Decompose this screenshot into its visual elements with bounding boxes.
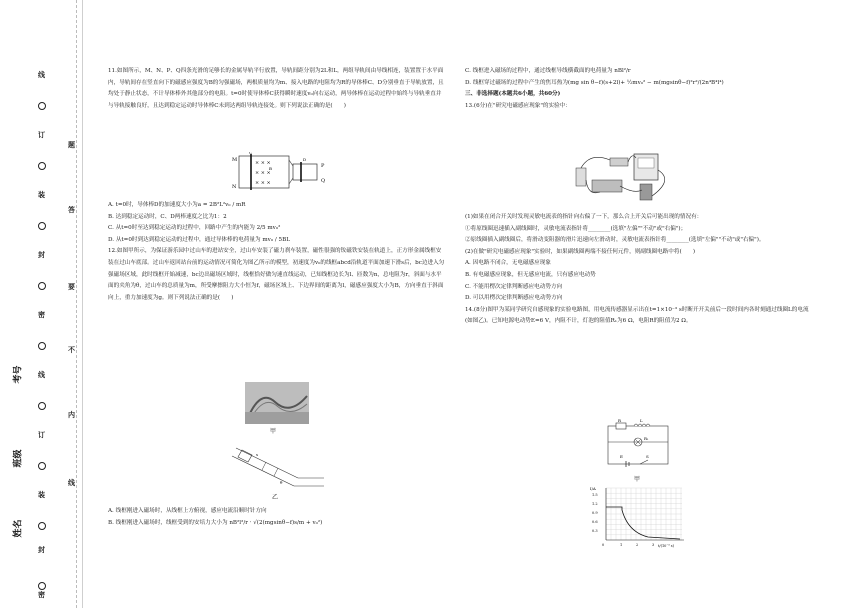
circuit-label-s: S xyxy=(646,454,649,459)
q13-apparatus-figure xyxy=(570,150,680,202)
q12-fig2-caption: 乙 xyxy=(272,494,279,501)
margin-char-inner: 题 xyxy=(68,140,75,149)
q12-stem: 12.如图甲所示，为保证游乐园中过山车的进站安全，过山车安装了磁力刹车装置，磁性很强的钕磁铁安装在轨道上，正方形金属线框安装在过山车底部。过山车返回站台前的运动情况可简化为图乙所示的模型，初速度为v₀的线框abcd沿轨道平面加速下滑s后，bc边进入匀强磁场区域，此时线框开始减速，bc边出磁场区域时，线框恰好做匀速直线运动，已知线框边长为l、匝数为n，总电阻为r，斜面与水平面的夹角为θ，过山车的总质量为m，所受摩擦阻力大小恒为f，磁场区域上、下边界间的距离为l，磁感应强度大小为B，方向垂直于斜面向上，重力加速度为g。则下列说法正确的是( ) xyxy=(108,248,445,301)
q13-body xyxy=(465,212,815,328)
margin-char-inner: 答 xyxy=(68,205,75,214)
svg-text:s: s xyxy=(256,452,259,457)
q11-rails-figure xyxy=(225,152,335,192)
q11-option-b: B. 达到稳定运动时，C、D两棒速度之比为1：2 xyxy=(108,213,227,220)
margin-char: 密 xyxy=(38,590,45,599)
binding-hole xyxy=(38,402,46,410)
name-label: 姓名 xyxy=(13,519,24,538)
q13-option-d: D. 可以用楞次定律判断感应电动势方向 xyxy=(465,295,563,302)
q12-rollercoaster-photo xyxy=(245,382,309,424)
q14-stem: 14.(8分)图甲为某同学研究自感现象的实验电路图，用电流传感器显示出在t=1×10⁻³ s时断开开关前后一段时间内各时刻通过线圈L的电流(如图乙)。已知电源电动势E=6 V，内阻不计，灯泡的阻值R₁为6 Ω，电阻R的阻值为2 Ω。 xyxy=(465,306,809,325)
q12-options xyxy=(108,506,446,529)
graph-ytick: 1.5 xyxy=(592,493,598,497)
svg-text:N: N xyxy=(232,184,237,190)
margin-char: 密 xyxy=(38,310,45,319)
margin-char-inner: 要 xyxy=(68,282,75,291)
binding-hole xyxy=(38,162,46,170)
q12-option-c: C. 线框进入磁场的过程中，通过线框导线横截面的电荷量为 nBl²/r xyxy=(465,68,631,74)
section-three-title: 三、非选择题(本题共6小题，共60分) xyxy=(465,91,561,98)
svg-text:× × ×: × × × xyxy=(255,180,271,186)
q13-option-a: A. 因电路不闭合，无电磁感应现象 xyxy=(465,260,551,267)
circuit-label-r: R xyxy=(618,418,622,423)
q13-stem: 13.(6分)在"研究电磁感应现象"的实验中： xyxy=(465,102,571,109)
margin-char: 封 xyxy=(38,250,45,259)
q14-fig1-caption: 甲 xyxy=(634,476,641,483)
margin-char-inner: 内 xyxy=(68,410,75,419)
svg-text:θ: θ xyxy=(280,480,283,485)
graph-ytick: 0.9 xyxy=(592,511,598,515)
q12-fig1-caption: 甲 xyxy=(270,428,277,435)
q13-option-c: C. 不能用楞次定律判断感应电动势方向 xyxy=(465,283,563,290)
margin-char-inner: 线 xyxy=(68,478,75,487)
current-curve xyxy=(606,507,680,539)
q13-part1a: ①将原线圈迅速插入副线圈时，灵敏电流表指针将________(选填"左偏""不动"或"右偏")； xyxy=(465,225,687,232)
class-label: 班级 xyxy=(13,449,24,468)
q14-current-graph xyxy=(588,484,688,548)
margin-char: 订 xyxy=(38,130,45,139)
graph-y-label: I/A xyxy=(590,486,596,491)
column-left xyxy=(108,66,446,112)
binding-hole xyxy=(38,102,46,110)
graph-xtick: 3 xyxy=(652,543,655,547)
q11-option-c: C. 从t=0时至达到稳定运动的过程中，回路中产生的内能为 2/5 mv₀² xyxy=(108,225,281,232)
q13-option-b: B. 有电磁感应现象，但无感应电流，只有感应电动势 xyxy=(465,271,596,278)
graph-grid xyxy=(606,488,682,540)
svg-text:× × ×: × × × xyxy=(255,160,271,166)
graph-xtick: 1 xyxy=(620,543,623,547)
margin-char: 装 xyxy=(38,490,45,499)
svg-text:Q: Q xyxy=(321,178,326,184)
margin-char: 封 xyxy=(38,545,45,554)
q12-incline-diagram xyxy=(228,438,328,490)
q13-part2: (2)在做"研究电磁感应现象"实验时，如果副线圈两端不接任何元件，则副线圈电路中将( ) xyxy=(465,248,695,255)
svg-text:B: B xyxy=(269,166,272,171)
margin-char-inner: 不 xyxy=(68,345,75,354)
svg-text:M: M xyxy=(232,157,238,163)
q13-part1: (1)如果在闭合开关时发现灵敏电流表的指针向右偏了一下，那么合上开关后可能出现的情况有： xyxy=(465,214,703,220)
q11-option-d: D. 从t=0时到达到稳定运动的过程中，通过导体棒的电荷量为 mv₀ / 5BL xyxy=(108,236,290,243)
svg-text:C: C xyxy=(249,152,253,155)
graph-xtick: 2 xyxy=(636,543,639,547)
binding-hole xyxy=(38,222,46,230)
binding-dashed-line xyxy=(76,0,77,608)
q14-circuit-diagram xyxy=(600,418,678,470)
binding-hole xyxy=(38,342,46,350)
circuit-label-l: L xyxy=(640,418,643,423)
margin-char: 装 xyxy=(38,190,45,199)
binding-hole xyxy=(38,462,46,470)
binding-hole xyxy=(38,522,46,530)
q13-part1b: ②原线圈插入副线圈后，将滑动变阻器的滑片迅速向左滑动时，灵敏电流表指针将________(选填"左偏""不动"或"右偏")。 xyxy=(465,237,765,244)
circuit-label-e: E xyxy=(620,454,623,459)
circuit-label-r1: R₁ xyxy=(644,436,649,441)
graph-ytick: 0.3 xyxy=(592,529,598,533)
svg-text:P: P xyxy=(321,163,325,169)
q12-option-d: D. 线框穿过磁场的过程中产生的焦耳热为(mg sin θ−f)(s+2l)+ ½mv₀² − m(mgsinθ−f)²r²/(2n⁴B⁴l⁴) xyxy=(465,79,724,86)
exam-number-label: 考号 xyxy=(13,365,24,384)
margin-char: 线 xyxy=(38,370,45,379)
binding-hole xyxy=(38,582,46,590)
column-right xyxy=(465,66,815,112)
q11-option-a: A. t=0时，导体棒D的加速度大小为a = 2B²L²v₀ / mR xyxy=(108,202,246,208)
q11-options xyxy=(108,200,446,304)
margin-char: 订 xyxy=(38,430,45,439)
q12-option-b: B. 线框刚进入磁场时，线框受到的安培力大小为 nB²l²/r · √(2(mgsinθ−f)s/m + v₀²) xyxy=(108,519,323,526)
graph-ytick: 0.6 xyxy=(592,520,598,524)
graph-ytick: 1.2 xyxy=(592,502,598,506)
binding-hole xyxy=(38,282,46,290)
binding-line xyxy=(82,0,83,608)
q11-stem: 11.如图所示，M、N、P、Q四条光滑的足够长的金属导轨平行放置，导轨间距分别为2L和L，两组导轨间由导线相连，装置置于水平面内，导轨间存在竖直向下的磁感应强度为B的匀强磁场，两根质量均为m、接入电路的电阻均为R的导体棒C、D分别垂直于导轨放置，且均处于静止状态，不计导体棒外其他部分的电阻。t=0时使导体棒C获得瞬时速度v₀向右运动，两导体棒在运动过程中始终与导轨垂直并与导轨接触良好，且达到稳定运动时导体棒C未到达两组导轨连接处。则下列说法正确的是( ) xyxy=(108,68,444,109)
margin-char: 线 xyxy=(38,70,45,79)
svg-text:× × ×: × × × xyxy=(255,170,271,176)
svg-text:D: D xyxy=(303,157,307,162)
q12-option-a: A. 线框刚进入磁场时，从线框上方俯视，感应电流沿顺时针方向 xyxy=(108,508,267,514)
graph-xtick: 0 xyxy=(602,543,605,547)
graph-x-label: t/(10⁻³ s) xyxy=(658,544,674,548)
